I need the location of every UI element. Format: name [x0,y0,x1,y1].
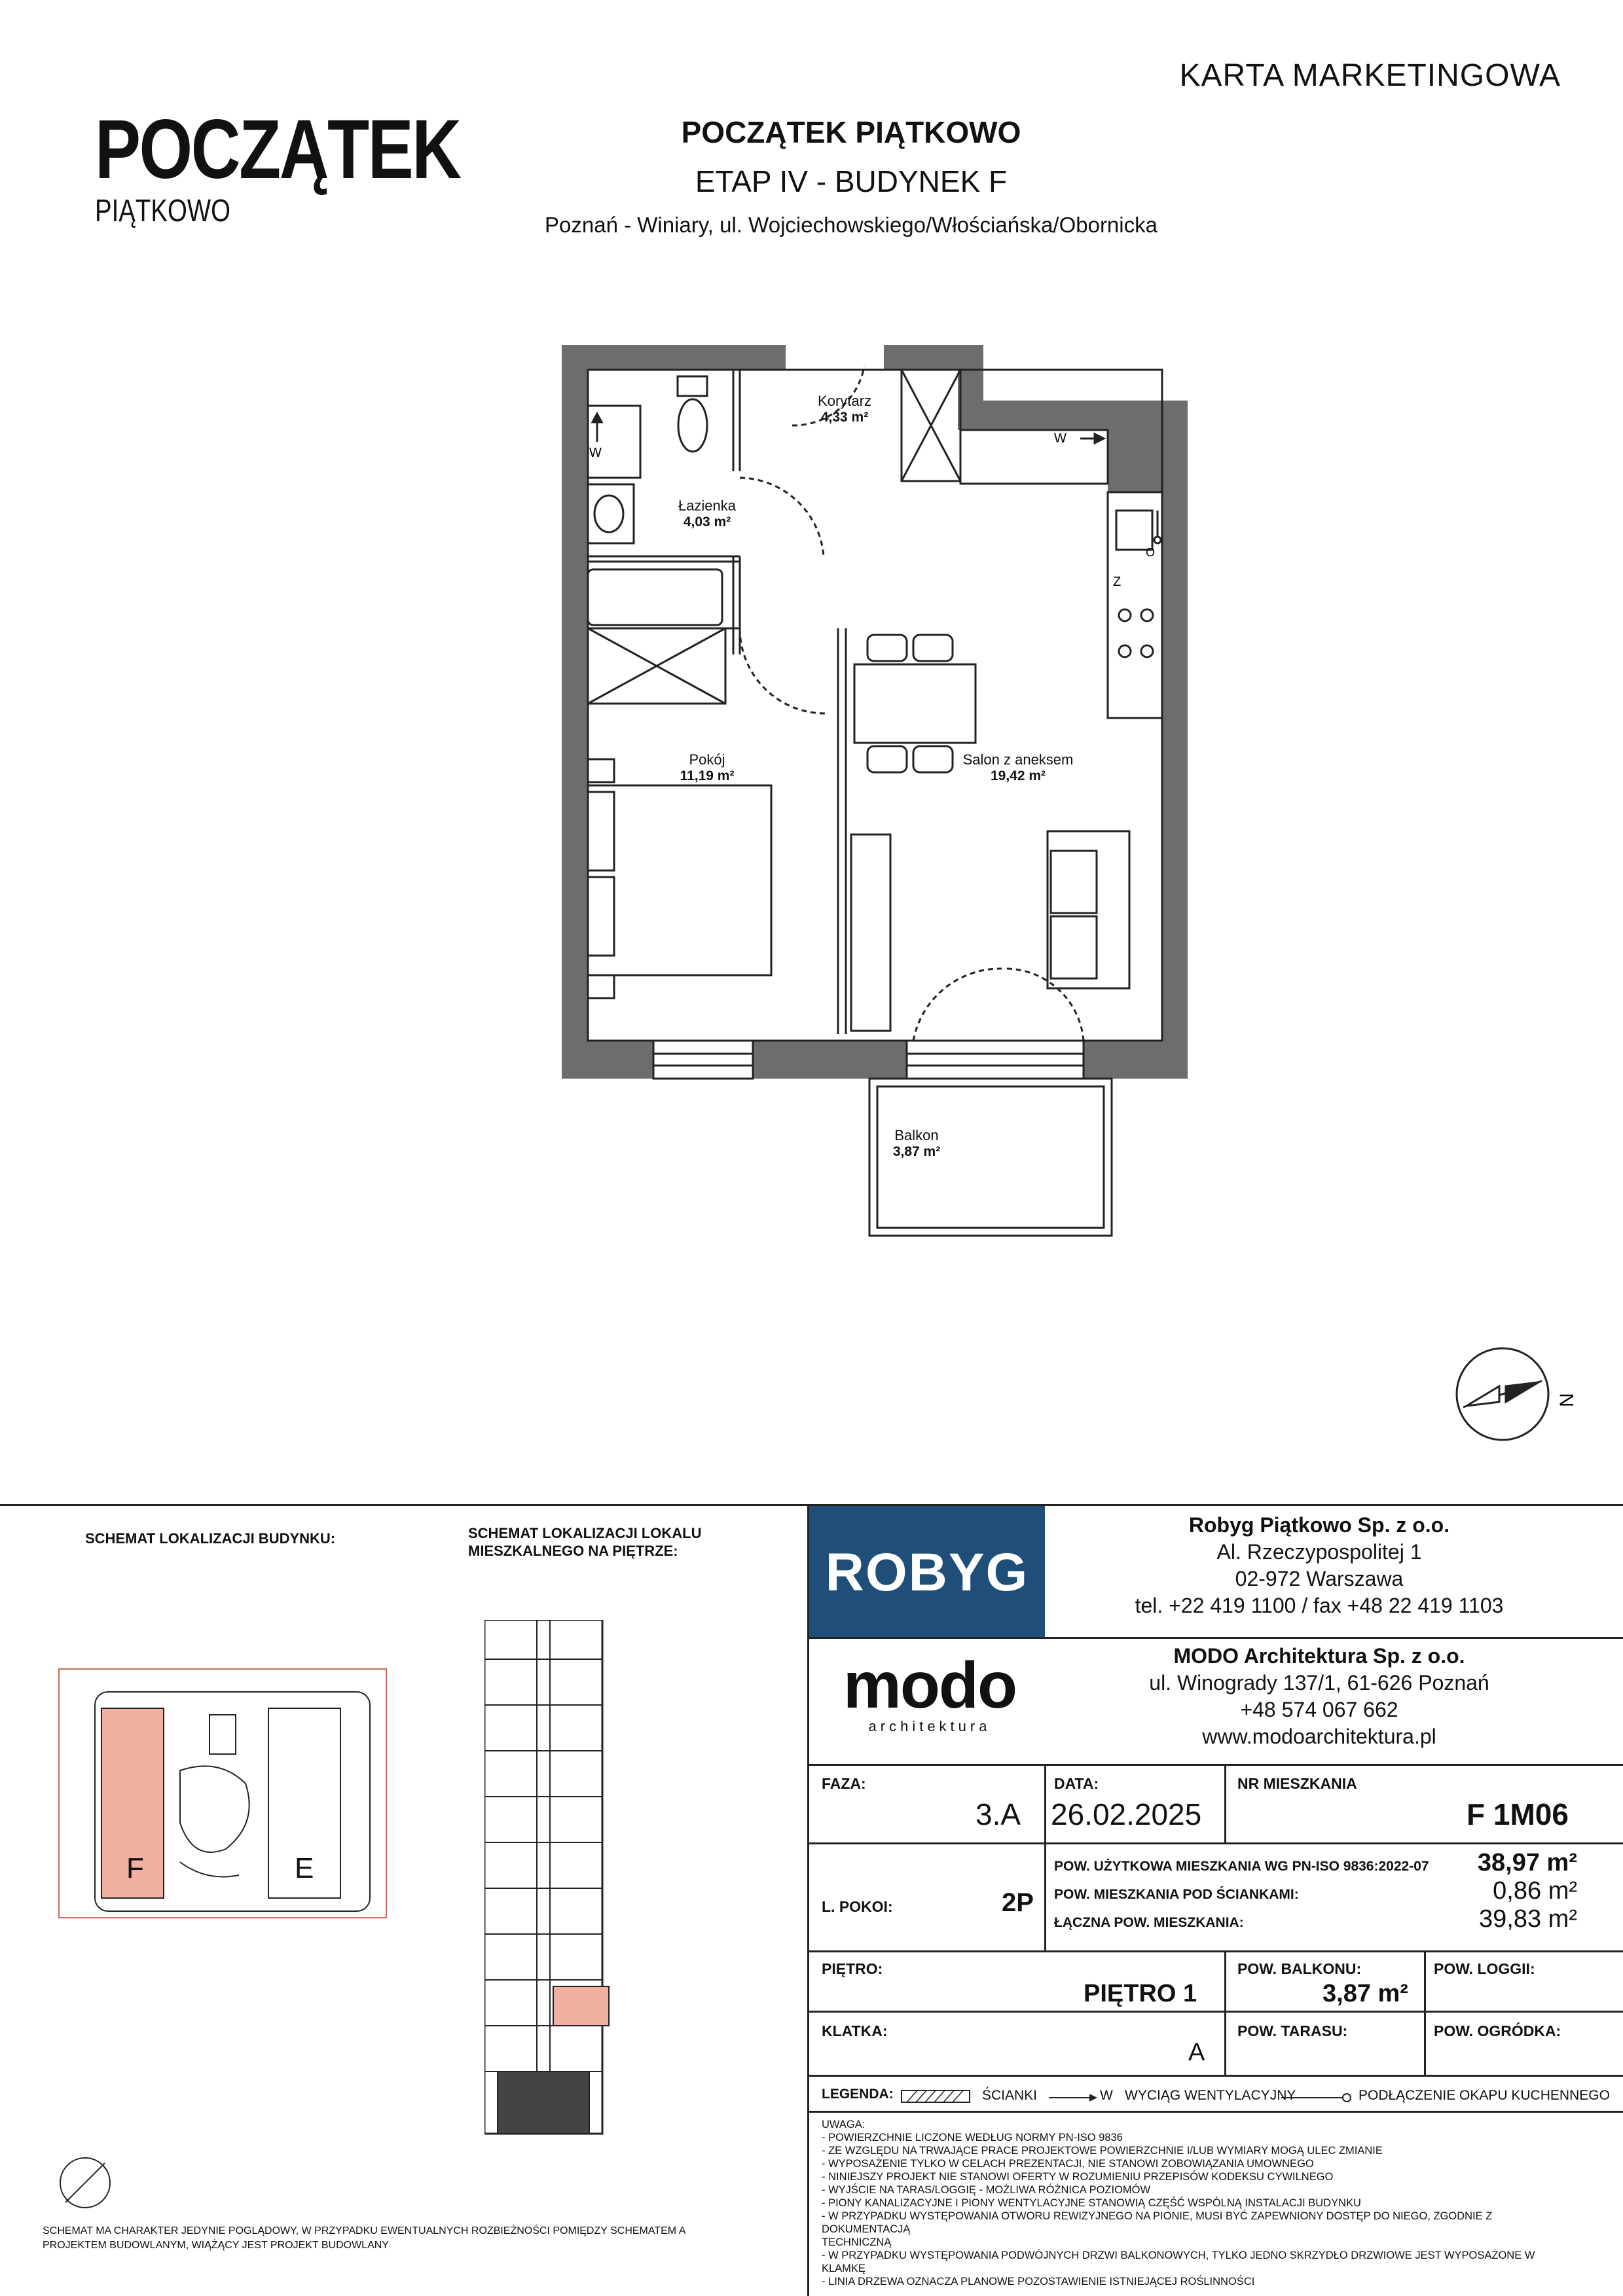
klatka-value: A [1188,2039,1205,2066]
note-item: - W PRZYPADKU WYSTĘPOWANIA PODWÓJNYCH DRZWI BALKONOWYCH, TYLKO JEDNO SKRZYDŁO DRZWIOWE JEST WYPOSAŻONE W KLAMKĘ [822,2250,1535,2274]
robyg-logo-box [809,1506,1045,1637]
modo-logo: modo architektura [843,1649,1017,1734]
room-balcony: Balkon 3,87 m² [892,1127,941,1159]
robyg-contact [1048,1512,1591,1619]
kitchen-mark-z: Z [1113,575,1122,589]
floor-label: PIĘTRO: [822,1960,883,1977]
note-item: - LINIA DRZEWA OZNACZA PLANOWE POZOSTAWIENIE ISTNIEJĄCEJ ROŚLINNOŚCI [822,2276,1255,2287]
modo-phone: +48 574 067 662 [1240,1698,1398,1721]
disclaimer-2: PROJEKTEM BUDOWLANYM, WIĄŻĄCY JEST PROJEKT BUDOWLANY [43,2240,389,2251]
floor-value: PIĘTRO 1 [1084,1980,1197,2007]
note-item: - POWIERZCHNIE LICZONE WEDŁUG NORMY PN-ISO 9836 [822,2132,1123,2144]
disclaimer-1: SCHEMAT MA CHARAKTER JEDYNIE POGLĄDOWY, W PRZYPADKU EWENTUALNYCH ROZBIEŻNOŚCI POMIĘDZY SCHEMATEM A [43,2225,686,2236]
usable-value: 38,97 m² [1477,1849,1577,1876]
legend-vent-arrow-icon [1048,2091,1100,2104]
garden-label: POW. OGRÓDKA: [1434,2022,1561,2039]
row-line-5 [809,2011,1623,2013]
site-compass-icon [56,2153,115,2212]
slope-label: POW. MIESZKANIA POD ŚCIANKAMI: [1054,1887,1299,1902]
data-value: 26.02.2025 [1051,1797,1202,1831]
rooms-value: 2P [1002,1888,1034,1917]
robyg-company: Robyg Piątkowo Sp. z o.o. [1188,1513,1450,1537]
note-item: TECHNICZNĄ [822,2236,892,2248]
card-title: KARTA MARKETINGOWA [1179,58,1561,93]
col-line-e [1424,1950,1426,2075]
data-label: DATA: [1054,1775,1099,1792]
note-item: - NINIEJSZY PROJEKT NIE STANOWI OFERTY W ROZUMIENIU PRZEPISÓW KODEKSU CYWILNEGO [822,2171,1334,2183]
legend-hood-icon [1280,2091,1352,2104]
slope-value: 0,86 m² [1493,1877,1577,1905]
notes-title: UWAGA: [822,2119,866,2130]
site-building-e: E [295,1852,314,1884]
col-line-a [1044,1764,1046,1842]
note-item: - WYPOSAŻENIE TYLKO W CELACH PREZENTACJI, NIE STANOWI ZOBOWIĄZANIA UMOWNEGO [822,2158,1314,2170]
row-line-2 [809,1764,1623,1766]
col-line-b [1224,1764,1226,1842]
modo-company: MODO Architektura Sp. z o.o. [1173,1644,1465,1668]
nr-value: F 1M06 [1467,1797,1569,1831]
faza-label: FAZA: [822,1775,866,1792]
hood-mark-o: O [1146,546,1156,559]
rooms-label: L. POKOI: [822,1898,893,1915]
robyg-street: Al. Rzeczypospolitej 1 [1216,1540,1422,1564]
north-mark: N [1556,1393,1578,1407]
vent-mark-w1: W [589,446,602,460]
unit-scheme [484,1620,635,2144]
note-item: - ZE WZGLĘDU NA TRWAJĄCE PRACE PROJEKTOWE POWIERZCHNIE I/LUB WYMIARY MOGĄ ULEC ZMIANIE [822,2145,1383,2157]
scheme-unit-title-2: MIESZKALNEGO NA PIĘTRZE: [468,1543,678,1559]
robyg-phone: tel. +22 419 1100 / fax +48 22 419 1103 [1135,1594,1504,1617]
robyg-city: 02-972 Warszawa [1235,1567,1404,1590]
note-item: - PIONY KANALIZACYJNE I PIONY WENTYLACYJNE STANOWIĄ CZĘŚĆ WSPÓLNĄ INSTALACJI BUDYNKU [822,2197,1361,2209]
legend-vent: WYCIĄG WENTYLACYJNY [1125,2088,1296,2103]
col-line-d [1224,1950,1226,2075]
row-line-7 [809,2111,1623,2113]
site-building-f: F [126,1852,144,1884]
usable-label: POW. UŻYTKOWA MIESZKANIA WG PN-ISO 9836:2022-07 [1054,1859,1429,1874]
legend-wall-swatch [900,2088,972,2106]
walls [562,345,1188,1079]
room-corridor: Korytarz 4,33 m² [818,393,871,425]
legend-vent-w: W [1100,2088,1113,2103]
col-line-c [1044,1842,1046,1950]
note-item: - W PRZYPADKU WYSTĘPOWANIA OTWORU REWIZYJNEGO NA PIONIE, MUSI BYĆ ZAPEWNIONY DOSTĘP DO NIEGO, ZGODNIE Z DOKUMENTACJĄ [822,2210,1493,2235]
project-title: POCZĄTEK PIĄTKOWO [681,115,1021,149]
room-living: Salon z aneksem 19,42 m² [962,751,1074,783]
project-address: Poznań - Winiary, ul. Wojciechowskiego/Włościańska/Obornicka [545,213,1158,237]
project-logo-sub: PIĄTKOWO [95,194,230,228]
modo-contact [1048,1643,1591,1750]
row-line-4 [809,1950,1623,1952]
balcony-label: POW. BALKONU: [1237,1960,1362,1977]
notes [822,2118,1575,2288]
legend-label: LEGENDA: [822,2087,894,2102]
modo-web: www.modoarchitektura.pl [1202,1725,1436,1748]
terrace-label: POW. TARASU: [1237,2022,1348,2039]
vent-mark-w2: W [1054,431,1067,446]
room-bathroom: Łazienka 4,03 m² [678,497,737,529]
scheme-unit-title-1: SCHEMAT LOKALIZACJI LOKALU [468,1525,702,1541]
site-scheme [56,1666,390,1921]
legend-hood: PODŁĄCZENIE OKAPU KUCHENNEGO [1359,2088,1610,2103]
note-item: - WYJŚCIE NA TARAS/LOGGIĘ - MOŻLIWA RÓŻNICA POZIOMÓW [822,2184,1151,2196]
loggia-label: POW. LOGGII: [1434,1960,1535,1977]
project-subtitle: ETAP IV - BUDYNEK F [695,164,1008,198]
nr-label: NR MIESZKANIA [1237,1775,1357,1792]
logo-text: POCZĄTEK [95,103,460,196]
row-line-1 [809,1637,1623,1639]
room-bedroom: Pokój 11,19 m² [680,751,735,783]
klatka-label: KLATKA: [822,2022,888,2039]
modo-street: ul. Winogrady 137/1, 61-626 Poznań [1149,1671,1489,1695]
legend-walls: ŚCIANKI [982,2088,1038,2103]
row-line-6 [809,2075,1623,2077]
robyg-logo: ROBYG [825,1543,1029,1602]
total-value: 39,83 m² [1479,1905,1577,1933]
scheme-building-title: SCHEMAT LOKALIZACJI BUDYNKU: [85,1530,336,1547]
row-line-3 [809,1842,1623,1844]
balcony-value: 3,87 m² [1322,1980,1408,2007]
total-label: ŁĄCZNA POW. MIESZKANIA: [1054,1915,1244,1930]
faza-value: 3.A [976,1797,1021,1831]
